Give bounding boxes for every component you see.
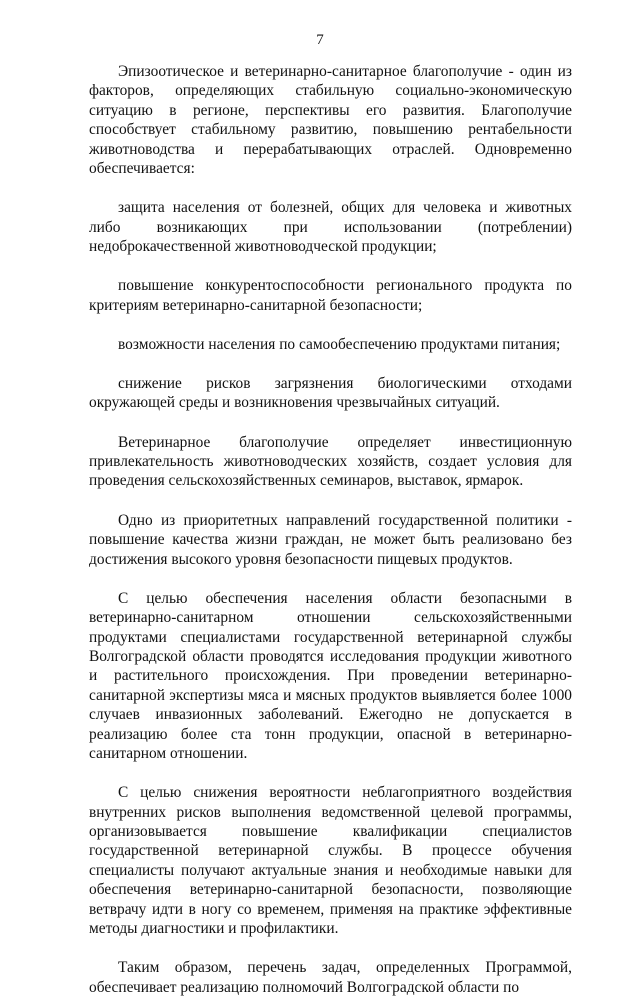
paragraph-inspection: С целью обеспечения населения области безопасными в ветеринарно-санитарном отношении сельскохозяйственными продуктами специалистами государственной ветеринарной службы Волгоградской области проводятся исследования продукции животного и растительного происхождения. При проведении ветеринарно-санитарной экспертизы мяса и мясных продуктов выявляется более 1000 случаев инвазионных заболеваний. Ежегодно не допускается в реализацию более ста тонн продукции, опасной в ветеринарно-санитарном отношении. <box>89 589 572 762</box>
paragraph-protection: защита населения от болезней, общих для человека и животных либо возникающих при использовании (потреблении) недоброкачественной животноводческой продукции; <box>89 199 572 256</box>
page-number: 7 <box>316 32 324 48</box>
paragraph-risk-reduction: снижение рисков загрязнения биологическими отходами окружающей среды и возникновения чрезвычайных ситуаций. <box>89 375 572 412</box>
paragraph-self-sufficiency: возможности населения по самообеспечению продуктами питания; <box>118 335 561 353</box>
paragraph-investment: Ветеринарное благополучие определяет инвестиционную привлекательность животноводческих хозяйств, создает условия для проведения сельскохозяйственных семинаров, выставок, ярмарок. <box>89 433 572 490</box>
paragraph-food-safety: Одно из приоритетных направлений государственной политики - повышение качества жизни граждан, не может быть реализовано без достижения высокого уровня безопасности пищевых продуктов. <box>89 511 572 568</box>
paragraph-intro: Эпизоотическое и ветеринарно-санитарное благополучие - один из факторов, определяющих стабильную социально-экономическую ситуацию в регионе, перспективы его развития. Благополучие способствует стабильному развитию, повышению рентабельности животноводства и перерабатывающих отраслей. Одновременно обеспечивается: <box>89 63 572 178</box>
paragraph-conclusion: Таким образом, перечень задач, определенных Программой, обеспечивает реализацию полномочий Волгоградской области по <box>89 959 572 996</box>
body-text <box>89 62 572 997</box>
paragraph-competitiveness: повышение конкурентоспособности регионального продукта по критериям ветеринарно-санитарной безопасности; <box>89 277 572 314</box>
paragraph-training: С целью снижения вероятности неблагоприятного воздействия внутренних рисков выполнения ведомственной целевой программы, организовывается повышение квалификации специалистов государственной ветеринарной службы. В процессе обучения специалисты получают актуальные знания и необходимые навыки для обеспечения ветеринарно-санитарной безопасности, позволяющие ветврачу идти в ногу со временем, применяя на практике эффективные методы диагностики и профилактики. <box>89 784 572 937</box>
